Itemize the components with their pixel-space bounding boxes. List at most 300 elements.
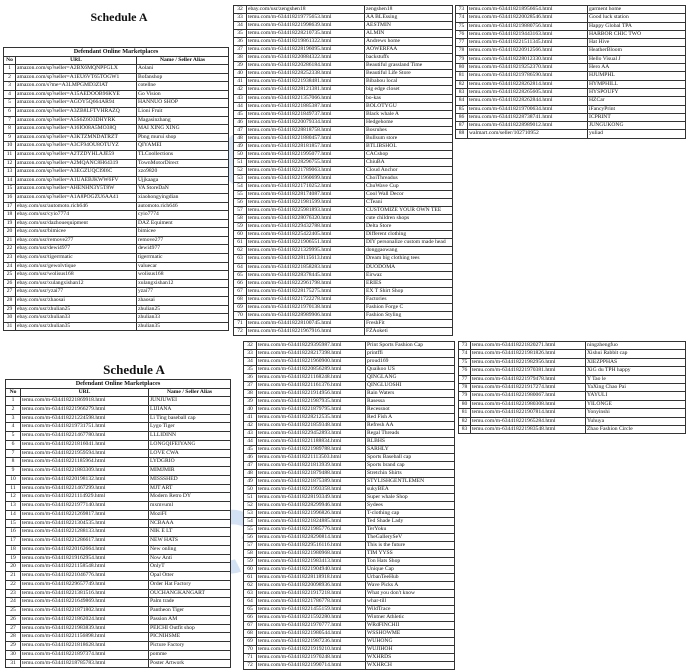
table-row <box>459 418 685 426</box>
marketplace-url: temu.com/m-634418221188834.html <box>257 438 366 445</box>
seller-alias: Super whale Shop <box>367 494 408 500</box>
row-number: 47 <box>234 127 247 134</box>
table-row <box>456 89 685 97</box>
table-row <box>244 566 454 574</box>
table-row <box>6 572 230 581</box>
row-number: 85 <box>456 106 468 113</box>
marketplace-url: temu.com/m-634418229395987.html <box>257 342 366 349</box>
marketplace-url: temu.com/m-634418221357066.html <box>247 95 365 102</box>
row-number: 10 <box>6 476 21 484</box>
marketplace-url: temu.com/m-634418220198132.html <box>21 476 149 484</box>
marketplace-url: temu.com/m-634418221722278.html <box>247 296 365 303</box>
table-row <box>244 350 454 358</box>
table-row <box>6 598 230 607</box>
marketplace-url: ebay.com/usr/gewolvtique <box>16 263 137 271</box>
marketplace-url: temu.com/m-634418220098936.html <box>257 582 366 589</box>
marketplace-url: temu.com/m-634418221858283.html <box>247 264 365 271</box>
seller-alias: CTeani <box>366 199 383 206</box>
marketplace-url: temu.com/m-634418229657749.html <box>21 581 149 589</box>
row-number: 57 <box>234 207 247 214</box>
seller-alias: NEW HATS <box>150 537 179 543</box>
table-row <box>244 382 454 390</box>
table-row <box>234 54 452 62</box>
table-row <box>6 520 230 529</box>
schedule-title: Schedule A <box>103 362 165 377</box>
table-row <box>4 125 228 134</box>
seller-alias: zengshen18 <box>366 6 393 12</box>
seller-alias: TownMotorDirect <box>138 159 179 166</box>
table-row <box>4 185 228 194</box>
marketplace-url: temu.com/m-634418221879795.html <box>257 406 366 413</box>
seller-alias: WRdFINCHII <box>367 622 400 628</box>
row-number: 68 <box>234 296 247 303</box>
table-row <box>234 38 452 46</box>
table-row <box>244 598 454 606</box>
marketplace-url: walmart.com/seller/102710952 <box>468 130 588 137</box>
row-number: 54 <box>244 518 257 525</box>
row-number: 82 <box>456 81 468 88</box>
marketplace-url: temu.com/m-634418219861322.html <box>247 38 365 45</box>
table-row <box>244 534 454 542</box>
seller-alias: UrbanTeeHub <box>367 574 399 580</box>
table-row <box>6 485 230 494</box>
table-row <box>244 654 454 662</box>
marketplace-url: temu.com/m-634418228378445.html <box>247 272 365 279</box>
seller-alias: Bullsum store <box>366 134 398 141</box>
seller-alias: QINGLUOSHI <box>367 382 402 388</box>
marketplace-url: temu.com/m-634418221970138.html <box>247 304 365 311</box>
seller-alias: BOLOTYGU <box>366 102 397 109</box>
table-row <box>4 134 228 143</box>
seller-alias: wolisus168 <box>138 271 164 278</box>
marketplace-url: ebay.com/usr/zhaosai <box>16 297 137 305</box>
marketplace-url: temu.com/m-634418221871802.html <box>21 607 149 615</box>
seller-alias: Regal Threads <box>367 430 400 436</box>
marketplace-url: temu.com/m-634418225422405.html <box>247 231 365 238</box>
seller-alias: Beautiful grassland Time <box>366 62 423 69</box>
table-row <box>244 638 454 646</box>
seller-alias: OUCHANGKANGART <box>150 589 205 596</box>
table-row <box>234 215 452 223</box>
row-number: 18 <box>6 546 21 554</box>
row-number: 70 <box>244 646 257 653</box>
seller-alias: Li Ting baseball cap <box>150 414 196 421</box>
table-row <box>234 70 452 78</box>
table-row <box>244 622 454 630</box>
row-number: 49 <box>234 143 247 150</box>
row-number: 64 <box>234 264 247 271</box>
seller-alias: MJT ART <box>150 484 173 491</box>
marketplace-url: temu.com/m-634418221985776.html <box>257 526 366 533</box>
row-number: 13 <box>6 502 21 510</box>
table-row <box>244 438 454 446</box>
row-number: 29 <box>6 642 21 650</box>
marketplace-url: temu.com/m-634418222961798.html <box>247 280 365 287</box>
table-row <box>459 401 685 409</box>
seller-alias: Poster Artwork <box>150 659 185 666</box>
seller-alias: HJUMPHL <box>589 72 615 79</box>
row-number: 14 <box>6 511 21 519</box>
table-row <box>234 191 452 199</box>
marketplace-url: ebay.com/usr/zhulian33 <box>16 314 137 322</box>
table-row <box>6 651 230 660</box>
marketplace-url: temu.com/m-634418228262814.html <box>468 81 588 88</box>
table-row <box>6 467 230 476</box>
seller-alias: Cool Wall Decor <box>366 191 404 198</box>
marketplace-url: temu.com/m-634418221883309.html <box>21 467 149 475</box>
seller-alias: ICPRINT <box>589 113 611 120</box>
table-row <box>6 458 230 467</box>
row-number: 30 <box>6 651 21 659</box>
table-row <box>234 62 452 70</box>
seller-alias: ningzhengfuo <box>587 342 618 348</box>
marketplace-url: temu.com/m-634418220912566.html <box>468 47 588 54</box>
table-row <box>6 581 230 590</box>
marketplace-url: temu.com/m-634418219700634.html <box>468 106 588 113</box>
table-row <box>4 263 228 272</box>
seller-alias: MIMJMIR <box>150 467 175 473</box>
seller-alias: PICNIHSME <box>150 633 181 640</box>
marketplace-url: temu.com/m-634418228181857.html <box>247 143 365 150</box>
table-row <box>234 159 452 167</box>
table-row <box>6 607 230 616</box>
row-number: 14 <box>4 177 16 185</box>
seller-alias: Recessnot <box>367 406 390 412</box>
seller-alias: garment home <box>589 6 622 12</box>
table-row <box>244 558 454 566</box>
table-row <box>4 254 228 263</box>
row-number: 77 <box>456 39 468 46</box>
row-number: 43 <box>234 95 247 102</box>
table-row <box>6 423 230 432</box>
seller-alias: Ujjkaaga <box>138 176 159 183</box>
table-row <box>234 86 452 94</box>
row-number: 52 <box>244 502 257 509</box>
row-number: 41 <box>244 414 257 421</box>
marketplace-url: amazon.com/sp?seller=AHENHN3Y5T8W <box>16 185 137 193</box>
seller-alias: LIJIANA <box>150 405 172 412</box>
seller-alias: zhulian35 <box>138 322 161 329</box>
table-row <box>234 264 452 272</box>
marketplace-url: temu.com/m-634418220286184.html <box>247 62 365 69</box>
marketplace-url: temu.com/m-634418221269817.html <box>21 511 149 519</box>
row-number: 53 <box>234 175 247 182</box>
column-header-no: No <box>4 57 16 64</box>
marketplace-url: temu.com/m-634418228100745.html <box>247 320 365 327</box>
seller-alias: Fashion Forge C <box>366 303 404 310</box>
marketplace-url: temu.com/m-634418221885387.html <box>247 103 365 110</box>
marketplace-url: temu.com/m-634418229516116.html <box>257 542 366 549</box>
marketplace-url: temu.com/m-634418228193349.html <box>257 494 366 501</box>
table-row <box>4 211 228 220</box>
row-number: 65 <box>244 606 257 613</box>
table-row <box>6 476 230 485</box>
marketplace-url: temu.com/m-634418219880756.html <box>468 23 588 30</box>
row-number: 54 <box>234 183 247 190</box>
row-number: 56 <box>244 534 257 541</box>
seller-alias: Aolani <box>138 65 154 71</box>
marketplace-url: amazon.com/s?me=A3LMPGMD3ZIAT <box>16 82 137 90</box>
marketplace-url: temu.com/m-634418228989012.html <box>468 122 588 129</box>
row-number: 12 <box>6 493 21 501</box>
column-header-name: Name / Seller Alias <box>159 57 206 63</box>
marketplace-url: temu.com/m-634418221592280.html <box>257 614 366 621</box>
marketplace-url: temu.com/m-634418221979478.html <box>471 376 586 383</box>
table-row <box>6 625 230 634</box>
table-row <box>4 160 228 169</box>
seller-alias: ALMIN <box>366 30 385 37</box>
seller-alias: WXHRCH <box>367 662 392 668</box>
row-number: 19 <box>6 555 21 563</box>
seller-alias: yuliad <box>589 130 603 137</box>
marketplace-url: temu.com/m-634418221649869.html <box>21 598 149 606</box>
row-number: 9 <box>4 134 16 142</box>
table-row <box>4 99 228 108</box>
marketplace-url: amazon.com/sp?seller=A1UAEBJKWW6FV <box>16 177 137 185</box>
marketplace-url: temu.com/m-634418221304535.html <box>21 520 149 528</box>
table-row <box>234 46 452 54</box>
table-row <box>244 414 454 422</box>
table-row <box>244 518 454 526</box>
row-number: 79 <box>459 392 471 399</box>
table-row <box>456 64 685 72</box>
row-number: 16 <box>6 528 21 536</box>
seller-alias: Different clothing <box>366 231 407 238</box>
table-row <box>6 406 230 415</box>
seller-alias: Pantheon Tiger <box>150 607 185 613</box>
table-row <box>244 374 454 382</box>
table-row <box>456 47 685 55</box>
seller-alias: donggaowang <box>366 247 398 254</box>
row-number: 19 <box>4 220 16 228</box>
table-row <box>234 22 452 30</box>
row-number: 11 <box>6 485 21 493</box>
marketplace-url: temu.com/m-634418221919210.html <box>257 646 366 653</box>
marketplace-url: ebay.com/usr/dazhouequipment <box>16 220 137 228</box>
marketplace-url: temu.com/m-634418228296755.html <box>247 159 365 166</box>
table-row <box>6 633 230 642</box>
table-row <box>244 358 454 366</box>
table-row <box>234 183 452 191</box>
seller-alias: Bosruhes <box>366 126 387 133</box>
marketplace-url: temu.com/m-634418221993358.html <box>257 486 366 493</box>
seller-alias: Beautiful Life Store <box>366 70 411 77</box>
marketplace-url: temu.com/m-634418219443163.html <box>468 31 588 38</box>
seller-alias: LLLIDINN <box>150 432 177 438</box>
row-number: 11 <box>4 151 16 159</box>
marketplace-url: temu.com/m-634418221996826.html <box>257 510 366 517</box>
marketplace-url: temu.com/m-634418221161376.html <box>257 382 366 389</box>
row-number: 33 <box>234 14 247 21</box>
marketplace-url: temu.com/m-634418221982956.html <box>471 359 586 366</box>
seller-alias: Ted Shade Lady <box>367 518 404 524</box>
row-number: 84 <box>456 97 468 104</box>
table-row <box>244 430 454 438</box>
marketplace-url: temu.com/m-634418221995077.html <box>247 151 365 158</box>
marketplace-url: temu.com/m-634418221966279.html <box>21 406 149 414</box>
row-number: 50 <box>244 486 257 493</box>
column-header-row <box>6 389 230 397</box>
marketplace-url: temu.com/m-634418221224598.html <box>21 415 149 423</box>
marketplace-url: temu.com/m-634418228299946.html <box>257 502 366 509</box>
row-number: 38 <box>244 390 257 397</box>
seller-alias: VA StoreDaN <box>138 185 169 192</box>
marketplace-url: temu.com/m-634418228076320.html <box>247 215 365 222</box>
table-row <box>244 606 454 614</box>
table-row <box>6 511 230 520</box>
table-row <box>6 502 230 511</box>
table-row <box>4 82 228 91</box>
row-number: 71 <box>234 320 247 327</box>
seller-alias: JUNGUKONG <box>589 122 624 129</box>
table-row <box>4 142 228 151</box>
seller-alias: remove277 <box>138 236 164 243</box>
row-number: 36 <box>244 374 257 381</box>
seller-alias: Unique Cap <box>367 566 394 572</box>
seller-alias: TerYoku <box>367 526 387 532</box>
row-number: 63 <box>244 590 257 597</box>
table-row <box>244 366 454 374</box>
table-row <box>244 462 454 470</box>
row-number: 72 <box>244 662 257 669</box>
seller-alias: MoziFI <box>150 510 167 517</box>
schedule-title: Schedule A <box>90 10 148 24</box>
row-number: 75 <box>456 23 468 30</box>
marketplace-url: ebay.com/usr/zhulian35 <box>16 323 137 331</box>
marketplace-url: temu.com/m-634418220884322.html <box>247 54 365 61</box>
table-row <box>6 642 230 651</box>
seller-alias: HeatherBloom <box>589 47 622 54</box>
seller-alias: STYLISHGENTLEMEN <box>367 478 425 484</box>
marketplace-url: temu.com/m-634418228212535.html <box>257 414 366 421</box>
table-row <box>456 39 685 47</box>
marketplace-url: temu.com/m-634418221970248.html <box>257 654 366 661</box>
marketplace-url: ebay.com/usr/cyio7774 <box>16 211 137 219</box>
marketplace-url: temu.com/m-634418221914956.html <box>257 390 366 397</box>
seller-alias: tigerrmatic <box>138 254 163 261</box>
table-row <box>456 56 685 64</box>
table-row <box>6 546 230 555</box>
marketplace-url: temu.com/m-634418221789063.html <box>247 167 365 174</box>
row-number: 82 <box>459 418 471 425</box>
seller-alias: HANNUO SHOP <box>138 99 178 106</box>
row-number: 44 <box>244 438 257 445</box>
marketplace-url: temu.com/m-634418221980544.html <box>257 630 366 637</box>
table-row <box>459 384 685 392</box>
table-row <box>6 590 230 599</box>
table-row <box>456 106 685 114</box>
marketplace-url: temu.com/m-634418218785783.html <box>21 660 149 668</box>
marketplace-url: temu.com/m-634418221818628.html <box>21 642 149 650</box>
table-row <box>244 454 454 462</box>
seller-alias: WSSHOWME <box>367 630 401 636</box>
table-row <box>456 130 685 138</box>
row-number: 74 <box>456 14 468 21</box>
seller-alias: Pbng murui shop <box>138 133 177 140</box>
marketplace-url: amazon.com/sp?seller=A1EU6VT65TOGW1 <box>16 74 137 82</box>
seller-alias: backstuffs <box>366 54 389 61</box>
row-number: 70 <box>234 312 247 319</box>
seller-alias: zhulian25 <box>138 305 161 312</box>
table-row <box>456 122 685 130</box>
seller-alias: Bibabou local <box>366 78 398 85</box>
row-number: 45 <box>244 446 257 453</box>
seller-alias: WUJIHOH <box>367 646 393 652</box>
marketplace-url: temu.com/m-634418221989788.html <box>257 446 366 453</box>
marketplace-url: temu.com/m-634418228210735.html <box>247 30 365 37</box>
seller-alias: bo-kas <box>366 94 381 101</box>
seller-alias: Quaikoo US <box>367 366 395 372</box>
table-row <box>234 223 452 231</box>
row-number: 3 <box>4 82 16 90</box>
marketplace-url: temu.com/m-634418228290814.html <box>257 534 366 541</box>
table-row <box>234 103 452 111</box>
column-header-url: URL <box>21 389 149 396</box>
table-row <box>244 342 454 350</box>
seller-alias: xulangxishan12 <box>138 279 174 286</box>
row-number: 22 <box>4 245 16 253</box>
table-row <box>6 616 230 625</box>
marketplace-url: temu.com/m-634418221156898.html <box>21 633 149 641</box>
row-number: 20 <box>6 563 21 571</box>
table-row <box>4 65 228 74</box>
column-header-url: URL <box>16 57 137 64</box>
seller-alias: cotellne <box>138 82 156 89</box>
seller-alias: Opal Otter <box>150 572 174 578</box>
table-row <box>244 646 454 654</box>
row-number: 74 <box>459 350 471 357</box>
row-number: 86 <box>456 114 468 121</box>
marketplace-url: ebay.com/usr/automoto.rich646 <box>16 203 137 211</box>
marketplace-url: temu.com/m-634418221990714.html <box>257 662 366 669</box>
marketplace-url: amazon.com/sp?seller=A1A8POGZU6AA41 <box>16 194 137 202</box>
table-row <box>234 231 452 239</box>
marketplace-url: ebay.com/usr/wolisus168 <box>16 271 137 279</box>
marketplace-url: temu.com/m-634418221849737.html <box>247 111 365 118</box>
seller-alias: LYDGRIO <box>150 458 175 465</box>
seller-alias: WildTrace <box>367 606 391 612</box>
row-number: 60 <box>244 566 257 573</box>
seller-alias: Y Tao le <box>587 375 606 382</box>
row-number: 60 <box>234 231 247 238</box>
table-row <box>4 245 228 254</box>
seller-alias: dewi4977 <box>138 245 161 252</box>
seller-alias: WUHONG <box>367 638 393 644</box>
seller-alias: FZAoketi <box>366 327 388 334</box>
table-row <box>234 119 452 127</box>
row-number: 32 <box>234 6 247 13</box>
table-row <box>234 151 452 159</box>
seller-alias: Rasessa <box>367 398 385 404</box>
table-row <box>4 288 228 297</box>
table-row <box>6 415 230 424</box>
row-number: 83 <box>459 426 471 433</box>
table-row <box>6 563 230 572</box>
marketplace-url: temu.com/m-634418221897374.html <box>21 651 149 659</box>
table-row <box>456 81 685 89</box>
marketplace-url: temu.com/m-634418228118918.html <box>257 574 366 581</box>
seller-alias: WXHRDS <box>367 654 392 660</box>
row-number: 80 <box>456 64 468 71</box>
row-number: 49 <box>244 478 257 485</box>
marketplace-url: temu.com/m-634418221288133.html <box>21 528 149 536</box>
seller-alias: Dream big clothing tees <box>366 255 420 262</box>
seller-alias: Rain Waters <box>367 390 395 396</box>
seller-alias: Zhao Fashion Circle <box>587 425 633 432</box>
row-number: 73 <box>456 6 468 13</box>
row-number: 71 <box>244 654 257 661</box>
row-number: 4 <box>6 423 21 431</box>
